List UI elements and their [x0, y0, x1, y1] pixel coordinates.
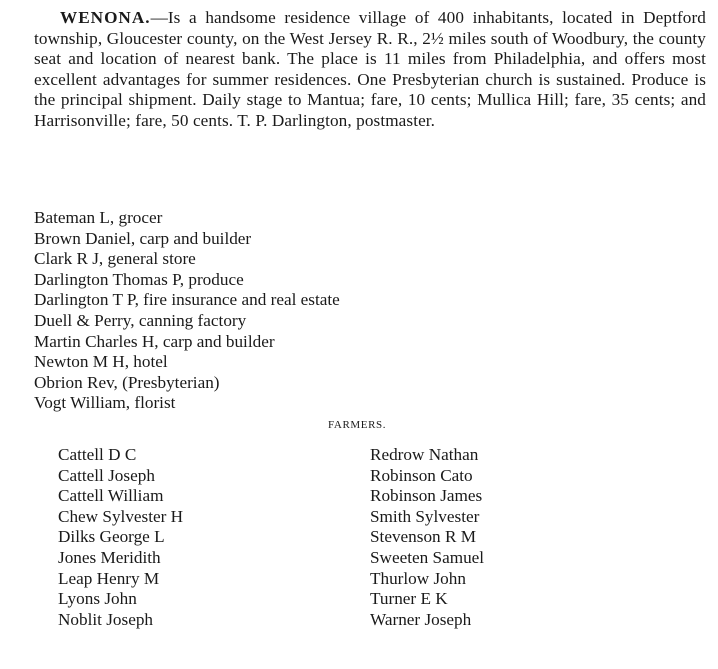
town-name: WENONA. [60, 8, 151, 27]
farmer-entry: Robinson Cato [370, 465, 473, 485]
farmer-entry: Smith Sylvester [370, 506, 480, 526]
farmer-entry: Redrow Nathan [370, 445, 479, 464]
em-dash: — [150, 8, 168, 27]
farmer-entry: Thurlow John [370, 568, 466, 588]
farmer-entry: Cattell William [58, 486, 164, 506]
business-entry: Duell & Perry, canning factory [34, 310, 247, 330]
description-text: Is a handsome residence village of 400 inhabitants, located in Deptford township, Gloucester county, on the West Jersey R. R., 2½ miles south of Woodbury, the county seat and location of nearest bank. The place is 11 miles from Philadelphia, and offers most excellent advantages for summer residences. One Presbyterian church is sustained. Produce is the principal shipment. Daily stage to Mantua; fare, 10 cents; Mullica Hill; fare, 35 cents; and Harrisonville; fare, 50 cents. T. P. Darlington, postmaster. [34, 8, 706, 130]
business-entry: Obrion Rev, (Presbyterian) [34, 372, 220, 392]
farmer-entry: Dilks George L [58, 527, 165, 547]
business-entry: Darlington T P, fire insurance and real estate [34, 290, 340, 310]
farmers-right-column [370, 445, 484, 630]
farmer-entry: Jones Meridith [58, 547, 161, 567]
farmer-entry: Robinson James [370, 486, 483, 506]
farmer-entry: Stevenson R M [370, 527, 476, 547]
farmer-entry: Cattell D C [58, 445, 137, 464]
business-list [34, 208, 340, 414]
business-entry: Darlington Thomas P, produce [34, 269, 244, 289]
farmer-entry: Turner E K [370, 589, 448, 609]
business-entry: Clark R J, general store [34, 249, 196, 269]
farmers-left-column [58, 445, 183, 630]
farmer-entry: Noblit Joseph [58, 609, 154, 629]
business-entry: Martin Charles H, carp and builder [34, 331, 275, 351]
business-entry: Newton M H, hotel [34, 352, 168, 372]
farmer-entry: Leap Henry M [58, 568, 160, 588]
farmer-entry: Chew Sylvester H [58, 506, 184, 526]
farmer-entry: Cattell Joseph [58, 465, 155, 485]
business-entry: Bateman L, grocer [34, 208, 163, 227]
business-entry: Brown Daniel, carp and builder [34, 228, 252, 248]
farmer-entry: Warner Joseph [370, 609, 472, 629]
farmer-entry: Sweeten Samuel [370, 547, 485, 567]
farmer-entry: Lyons John [58, 589, 137, 609]
business-entry: Vogt William, florist [34, 393, 176, 413]
description-paragraph [34, 8, 706, 132]
town-description [34, 8, 706, 132]
farmers-heading: FARMERS. [328, 419, 387, 431]
